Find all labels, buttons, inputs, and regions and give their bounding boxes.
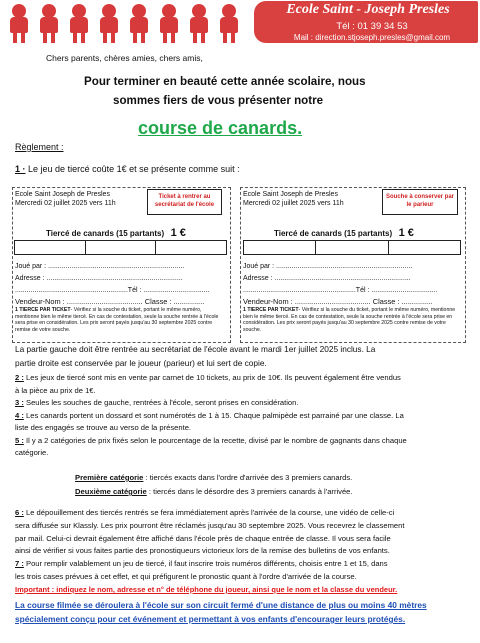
- ticket-footer-bold: 1 TIERCE PAR TICKET: [243, 307, 299, 313]
- final-line-1: La course filmée se déroulera à l'école sur son circuit fermé d'une distance de plus ou moins 40 mètres: [15, 600, 427, 610]
- joue-par-field[interactable]: Joué par : ......................................................................: [243, 263, 413, 270]
- child-figure-icon: [68, 4, 90, 44]
- final-line-2: spécialement conçu pour cet événement et permettant à vos enfants d'encourager leurs protégés.: [15, 614, 406, 624]
- intro-line-2: sommes fiers de vous présenter notre: [113, 94, 324, 107]
- important-notice: Important : indiquez le nom, adresse et n° de téléphone du joueur, ainsi que le nom et la classe du vendeur.: [15, 585, 398, 594]
- tierce-box-2[interactable]: [316, 241, 388, 254]
- tel-field[interactable]: ..........................................................Tél : ..................................: [243, 287, 438, 294]
- rule-number: 7 :: [15, 559, 24, 569]
- tierce-box-1[interactable]: [244, 241, 316, 254]
- ticket-right-note: Souche à conserver par le parieur: [382, 189, 458, 215]
- rule-4-continued: liste des engagés se trouve au verso de la présente.: [15, 423, 192, 432]
- adresse-field[interactable]: Adresse : ......................................................................: [243, 275, 411, 282]
- ticket-footer: [15, 307, 227, 333]
- tierce-box-3[interactable]: [156, 241, 226, 254]
- rule-3: [15, 397, 475, 410]
- ticket-title: Tiercé de canards (15 partants): [274, 229, 393, 238]
- rule-number: 1 ·: [15, 164, 26, 174]
- rule-text: Le dépouillement des tiercés rentrés se fera immédiatement après l'arrivée de la course, une vidéo de celle-ci: [26, 508, 395, 517]
- category-1: [75, 473, 352, 482]
- rule-1: [15, 164, 240, 174]
- rule-6-line: sera diffusée sur Klassly. Les prix pourront être réclamés jusqu'au 30 septembre 2025. Vous recevrez le classement: [15, 520, 405, 530]
- child-figure-icon: [158, 4, 180, 44]
- final-paragraph: [15, 598, 427, 626]
- rule-text: Le jeu de tiercé coûte 1€ et se présente comme suit :: [28, 164, 240, 174]
- category-text: : tiercés exacts dans l'ordre d'arrivée des 3 premiers canards.: [145, 473, 353, 482]
- ticket-school: Ecole Saint Joseph de Presles: [15, 191, 110, 198]
- rule-2-continued: à la pièce au prix de 1€.: [15, 385, 96, 395]
- vendeur-field[interactable]: Vendeur-Nom : ..................................... Classe : ...............: [15, 297, 205, 306]
- rule-number: 2 :: [15, 373, 24, 382]
- partie-line-2: partie droite est conservée par le joueur (parieur) et lui sert de copie.: [15, 358, 267, 368]
- intro-line-1: Pour terminer en beauté cette année scolaire, nous: [84, 75, 366, 88]
- ticket-price: 1 €: [170, 227, 186, 239]
- rule-text: Il y a 2 catégories de prix fixés selon le pourcentage de la recette, divisé par le nombre de gagnants dans chaque: [26, 435, 407, 445]
- child-figure-icon: [98, 4, 120, 44]
- ticket-title: Tiercé de canards (15 partants): [46, 229, 165, 238]
- child-figure-icon: [38, 4, 60, 44]
- tierce-number-boxes: [243, 240, 461, 255]
- partie-paragraph: [15, 342, 375, 370]
- tierce-box-3[interactable]: [389, 241, 460, 254]
- ticket-footer-bold: 1 TIERCE PAR TICKET: [15, 307, 71, 313]
- category-text: : tiercés dans le désordre des 3 premiers canards à l'arrivée.: [148, 487, 353, 496]
- tierce-number-boxes: [14, 240, 227, 255]
- rule-number: 3 :: [15, 398, 24, 407]
- tierce-box-1[interactable]: [15, 241, 86, 254]
- child-figure-icon: [128, 4, 150, 44]
- category-label: Deuxième catégorie: [75, 487, 147, 496]
- partie-line-1: La partie gauche doit être rentrée au secrétariat de l'école avant le mardi 1er juillet 2025 inclus. La: [15, 344, 376, 354]
- school-phone: Tél : 01 39 34 53: [336, 21, 408, 32]
- category-label: Première catégorie: [75, 473, 144, 482]
- rule-7-line: [15, 558, 475, 571]
- tierce-box-2[interactable]: [86, 241, 157, 254]
- ticket-footer-text: - Vérifiez si la souche du ticket, portant le même numéro, mentionne bien le même tiercé. En cas de contestation, seule la souche rentrée à l'école sera prise en considération. Les prix seront payés jusqu'au 30 septembre 2025 contre remise de votre souche.: [243, 307, 456, 333]
- adresse-field[interactable]: Adresse : ......................................................................: [15, 275, 183, 282]
- ticket-left-note: Ticket à rentrer au secrétariat de l'école: [147, 189, 222, 215]
- category-2: [75, 487, 353, 496]
- rule-7-line: les trois cases prévues à cet effet, et qui préfigurent le pronostic quant à l'ordre d'arrivée de la course.: [15, 571, 357, 581]
- ticket-footer-text: - Vérifiez si la souche du ticket, portant le même numéro, mentionne bien le même tiercé. En cas de contestation, seule la souche rentrée à l'école sera prise en considération. Les prix seront payés jusqu'au 30 septembre 2025 contre remise de votre souche.: [15, 307, 219, 333]
- ticket-school: Ecole Saint Joseph de Presles: [243, 191, 338, 198]
- rule-text: Pour remplir valablement un jeu de tiercé, il faut inscrire trois numéros différents, choisis entre 1 et 15, dans: [26, 559, 388, 569]
- greeting: Chers parents, chères amies, chers amis,: [46, 53, 203, 63]
- rule-text: Les canards portent un dossard et sont numérotés de 1 à 15. Chaque palmipède est parrainé par une classe. La: [26, 410, 404, 420]
- ticket-right-title-row: [274, 223, 414, 241]
- ticket-footer: [243, 307, 461, 333]
- vendeur-field[interactable]: Vendeur-Nom : ..................................... Classe : ...............: [243, 297, 433, 306]
- ticket-left-title-row: [46, 223, 186, 241]
- rule-6-line: [15, 507, 475, 520]
- rule-2: [15, 372, 475, 385]
- ticket-date: Mercredi 02 juillet 2025 vers 11h: [243, 200, 344, 207]
- rule-4: [15, 410, 475, 423]
- rule-text: Seules les souches de gauche, rentrées à l'école, seront prises en considération.: [26, 398, 299, 407]
- joue-par-field[interactable]: Joué par : ......................................................................: [15, 263, 185, 270]
- rule-text: Les jeux de tiercé sont mis en vente par carnet de 10 tickets, au prix de 10€. Ils peuvent également être vendus: [26, 373, 401, 382]
- rule-number: 5 :: [15, 435, 24, 445]
- rule-number: 4 :: [15, 410, 24, 420]
- reglement-label: Règlement :: [15, 142, 64, 152]
- header-banner: [0, 0, 480, 46]
- rule-6-line: par mail. Celui-ci devrait également être affiché dans l'école près de chaque entrée de classe. Il vous sera facile: [15, 533, 391, 543]
- rule-5-continued: catégorie.: [15, 448, 49, 457]
- school-name: Ecole Saint - Joseph Presles: [286, 2, 450, 17]
- child-figure-icon: [188, 4, 210, 44]
- rules-list: [15, 372, 475, 460]
- ticket-date: Mercredi 02 juillet 2025 vers 11h: [15, 200, 116, 207]
- child-figure-icon: [218, 4, 240, 44]
- rule-6: [15, 507, 475, 584]
- event-title: course de canards.: [138, 118, 303, 138]
- rule-5: [15, 435, 475, 448]
- school-email: Mail : direction.stjoseph.presles@gmail.com: [293, 33, 451, 42]
- child-figure-icon: [8, 4, 30, 44]
- tel-field[interactable]: ..........................................................Tél : ..................................: [15, 287, 210, 294]
- rule-number: 6 :: [15, 508, 24, 517]
- ticket-price: 1 €: [398, 227, 414, 239]
- rule-6-line: ainsi de vérifier si vous faites partie des pronostiqueurs victorieux lors de la remise des bulletins de vos enfants.: [15, 546, 390, 556]
